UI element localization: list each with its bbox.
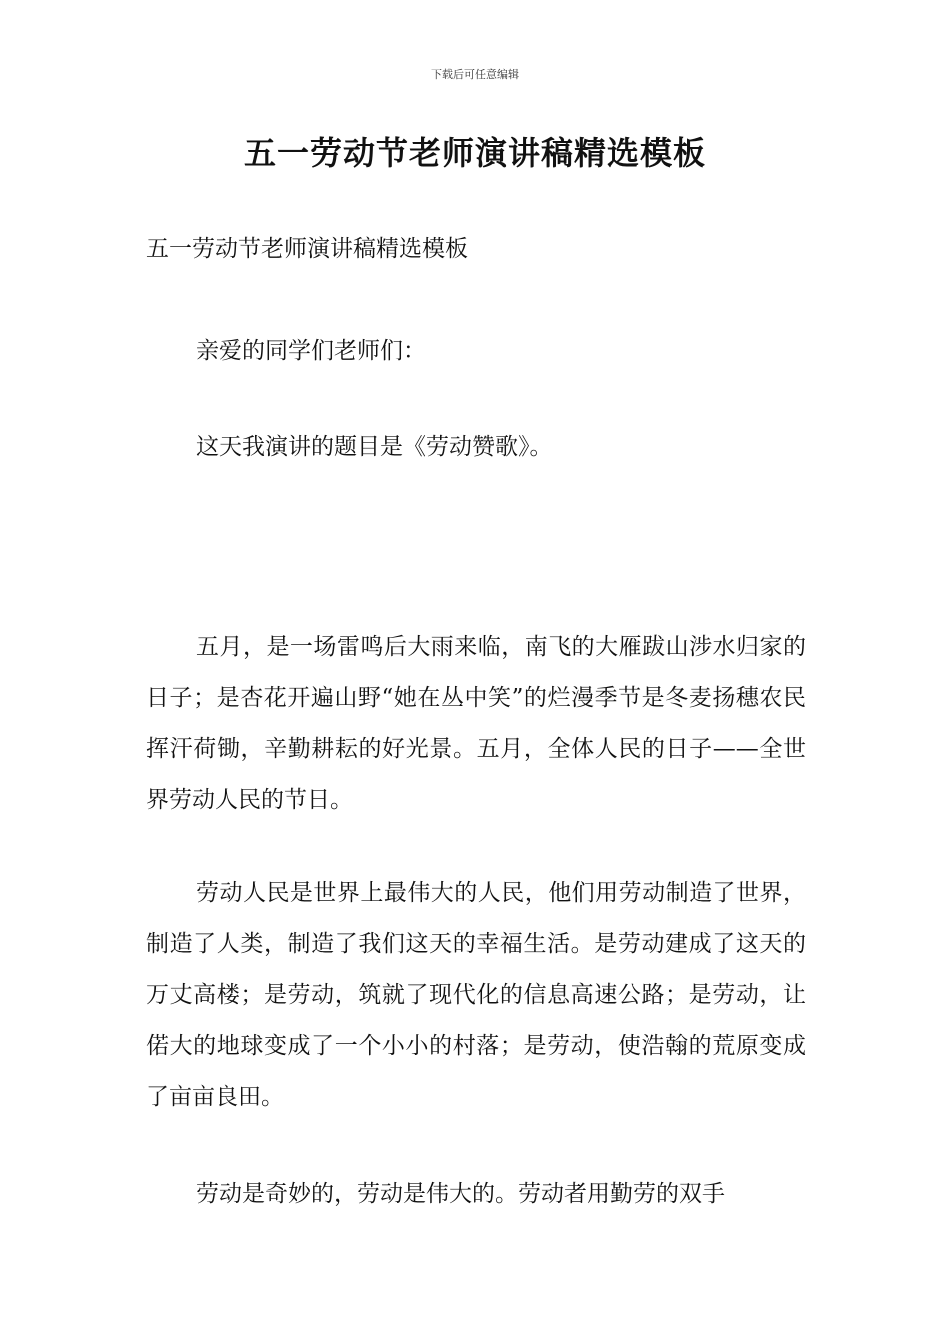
speech-topic-line: 这天我演讲的题目是《劳动赞歌》。 [196, 434, 553, 460]
greeting-line: 亲爱的同学们老师们： [196, 338, 426, 364]
page-header-note: 下载后可任意编辑 [431, 68, 519, 81]
paragraph-working-people: 劳动人民是世界上最伟大的人民，他们用劳动制造了世界，制造了人类，制造了我们这天的幸福生活。是劳动建成了这天的万丈高楼；是劳动，筑就了现代化的信息高速公路；是劳动，让偌大的地球变成了一个小小的村落；是劳动，使浩翰的荒原变成了亩亩良田。 [146, 880, 806, 1110]
document-subtitle: 五一劳动节老师演讲稿精选模板 [146, 236, 468, 262]
paragraph-may-description: 五月，是一场雷鸣后大雨来临，南飞的大雁跋山涉水归家的日子；是杏花开遍山野“她在丛中笑”的烂漫季节是冬麦扬穗农民挥汗荷锄，辛勤耕耘的好光景。五月，全体人民的日子——全世界劳动人民的节日。 [146, 634, 806, 813]
paragraph-labor-wonderful: 劳动是奇妙的，劳动是伟大的。劳动者用勤劳的双手 [196, 1181, 725, 1207]
document-title: 五一劳动节老师演讲稿精选模板 [243, 134, 706, 172]
